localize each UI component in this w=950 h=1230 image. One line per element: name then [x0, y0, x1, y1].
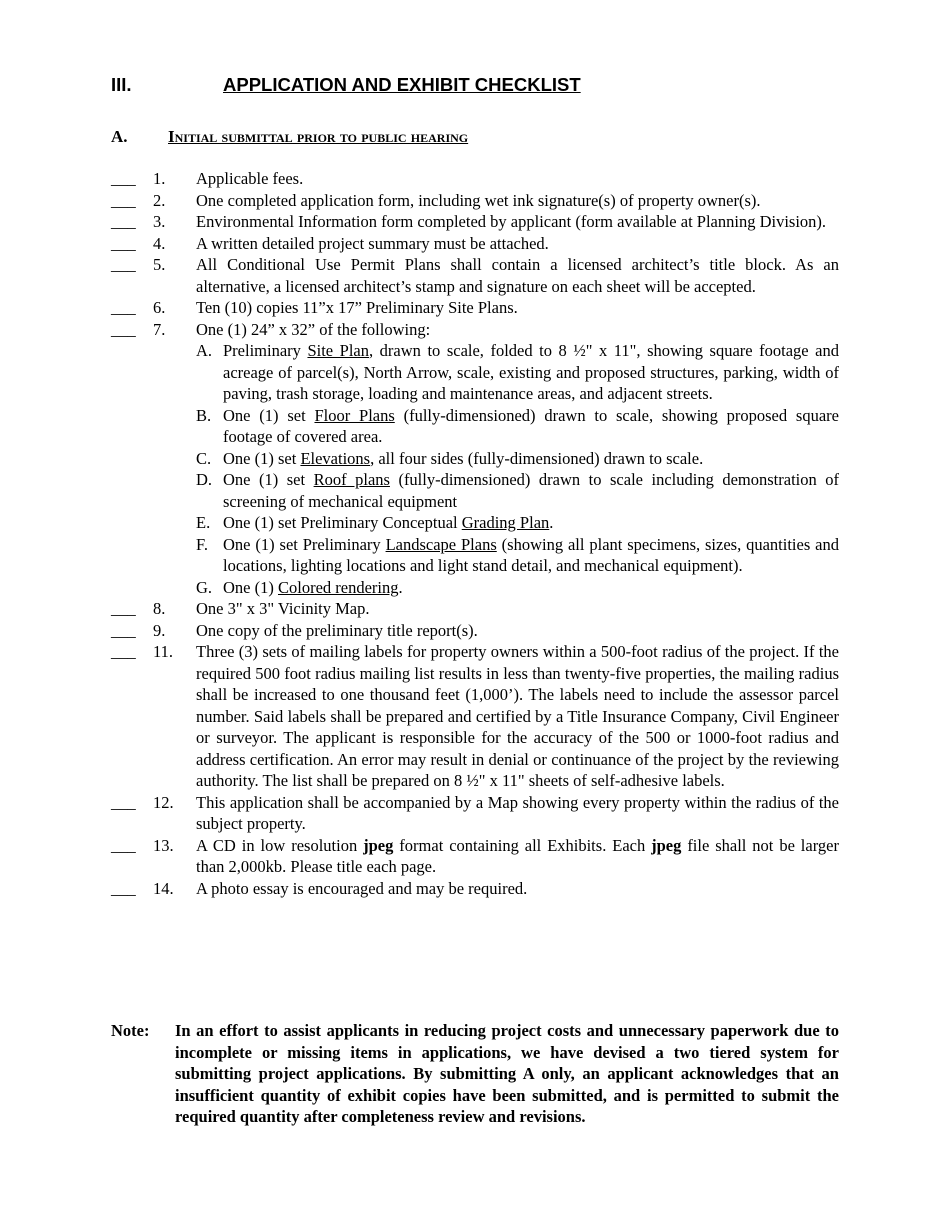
checkbox-blank[interactable]: ___ [111, 599, 136, 618]
item-text: One copy of the preliminary title report(s). [196, 620, 478, 640]
subitem-letter: D. [196, 470, 213, 489]
elevations-term: Elevations [300, 448, 371, 468]
item-number: 6. [153, 298, 166, 317]
site-plan-term: Site Plan [307, 341, 369, 360]
subitem-text: One (1) set Preliminary Landscape Plans (showing all plant specimens, sizes, quantities and locations, lighting locations and light stand detail, and mechanical equipment). [223, 534, 839, 575]
item-number: 14. [153, 878, 174, 898]
subitem-g [196, 577, 839, 599]
item-number: 7. [153, 319, 166, 339]
item-text: Applicable fees. [196, 169, 304, 188]
roof-plans-term: Roof plans [313, 470, 390, 489]
grading-plan-term: Grading Plan [461, 513, 550, 532]
checklist-item-2 [111, 190, 839, 212]
subitem-letter: E. [196, 513, 211, 532]
subitem-a [196, 340, 839, 405]
checkbox-blank[interactable]: ___ [111, 792, 136, 812]
checklist-item-12 [111, 792, 839, 835]
subitem-b [196, 405, 839, 448]
subitem-text: One (1) set Floor Plans (fully-dimensioned) drawn to scale, showing proposed square footage of covered area. [223, 405, 839, 446]
subitem-c [196, 448, 839, 470]
item-number: 8. [153, 599, 166, 618]
checkbox-blank[interactable]: ___ [111, 878, 136, 898]
subsection-letter: A. [111, 127, 128, 146]
checklist-item-11 [111, 641, 839, 792]
checkbox-blank[interactable]: ___ [111, 298, 136, 317]
item-text: This application shall be accompanied by a Map showing every property within the radius of the subject property. [196, 792, 839, 833]
checklist-item-13 [111, 835, 839, 878]
checkbox-blank[interactable]: ___ [111, 233, 136, 253]
checklist-item-5 [111, 254, 839, 297]
checklist-item-6 [111, 297, 839, 319]
checkbox-blank[interactable]: ___ [111, 835, 136, 855]
item-number: 5. [153, 255, 166, 274]
subitem-text: One (1) set Elevations, all four sides (fully-dimensioned) drawn to scale. [223, 448, 704, 468]
item-number: 3. [153, 212, 166, 231]
subitem-letter: C. [196, 448, 212, 468]
subitem-f [196, 534, 839, 577]
subitem-letter: B. [196, 405, 212, 425]
checklist-item-3 [111, 211, 839, 233]
section-title: APPLICATION AND EXHIBIT CHECKLIST [223, 74, 581, 95]
item-text: One (1) 24” x 32” of the following: [196, 319, 431, 339]
item-number: 9. [153, 620, 166, 640]
item-text: One completed application form, including wet ink signature(s) of property owner(s). [196, 190, 761, 210]
checklist-item-4 [111, 233, 839, 255]
subitem-text: Preliminary Site Plan, drawn to scale, folded to 8 ½" x 11", showing square footage and acreage of parcel(s), North Arrow, scale, existing and proposed structures, parking, width of paving, trash storage, loading and maintenance areas, and adjacent streets. [223, 341, 839, 403]
item-number: 4. [153, 233, 166, 253]
subitem-text: One (1) set Preliminary Conceptual Grading Plan. [223, 513, 554, 532]
landscape-plans-term: Landscape Plans [385, 534, 497, 554]
colored-rendering-term: Colored rendering [277, 577, 399, 597]
item-number: 2. [153, 190, 166, 210]
item-text: A CD in low resolution jpeg format containing all Exhibits. Each jpeg file shall not be larger than 2,000kb. Please title each page. [196, 835, 839, 876]
subitem-text: One (1) set Roof plans (fully-dimensioned) drawn to scale including demonstration of screening of mechanical equipment [223, 470, 839, 511]
checkbox-blank[interactable]: ___ [111, 642, 136, 661]
item-number: 1. [153, 169, 166, 188]
checkbox-blank[interactable]: ___ [111, 319, 136, 339]
checklist-item-7 [111, 319, 839, 341]
item-text: A written detailed project summary must be attached. [196, 233, 549, 253]
checklist-item-9 [111, 620, 839, 642]
item-text: A photo essay is encouraged and may be required. [196, 878, 528, 898]
subitem-d [196, 469, 839, 512]
checklist [111, 168, 839, 899]
section-number: III. [111, 74, 132, 95]
checkbox-blank[interactable]: ___ [111, 212, 136, 231]
item-number: 13. [153, 835, 174, 855]
checkbox-blank[interactable]: ___ [111, 620, 136, 640]
floor-plans-term: Floor Plans [314, 405, 395, 425]
item-number: 11. [153, 642, 174, 661]
checkbox-blank[interactable]: ___ [111, 255, 136, 274]
item-text: All Conditional Use Permit Plans shall contain a licensed architect’s title block. As an alternative, a licensed architect’s stamp and signature on each sheet will be accepted. [196, 255, 839, 296]
subitem-e [196, 512, 839, 534]
checkbox-blank[interactable]: ___ [111, 190, 136, 210]
checkbox-blank[interactable]: ___ [111, 169, 136, 188]
item-text: Ten (10) copies 11”x 17” Preliminary Site Plans. [196, 298, 518, 317]
note-text: In an effort to assist applicants in reducing project costs and unnecessary paperwork due to incomplete or missing items in applications, we have devised a two tiered system for submitting project applications. By submitting A only, an applicant acknowledges that an insufficient quantity of exhibit copies have been submitted, and is permitted to submit the required quantity after completeness review and revisions. [175, 1021, 839, 1126]
checklist-item-1 [111, 168, 839, 190]
item-text: Environmental Information form completed by applicant (form available at Planning Division). [196, 212, 827, 231]
subitem-letter: G. [196, 577, 213, 597]
item-number: 12. [153, 792, 174, 812]
checklist-item-8 [111, 598, 839, 620]
item-text: Three (3) sets of mailing labels for property owners within a 500-foot radius of the project. If the required 500 foot radius mailing list results in less than twenty-five properties, the mailing radius shall be increased to one thousand feet (1,000’). The labels need to include the assessor parcel number. Said labels shall be prepared and certified by a Title Insurance Company, Civil Engineer or surveyor. The applicant is responsible for the accuracy of the 500 or 1000-foot radius and address certification. An error may result in denial or continuance of the project by the reviewing authority. The list shall be prepared on 8 ½" x 11" sheets of self-adhesive labels. [196, 642, 839, 790]
subitem-letter: F. [196, 534, 208, 554]
subitem-letter: A. [196, 341, 213, 360]
note-label: Note: [111, 1021, 150, 1040]
subitem-text: One (1) Colored rendering. [223, 577, 403, 597]
note-paragraph [111, 1020, 839, 1128]
item-text: One 3" x 3" Vicinity Map. [196, 599, 370, 618]
subsection-title: Initial submittal prior to public hearing [168, 127, 469, 146]
checklist-item-14 [111, 878, 839, 900]
